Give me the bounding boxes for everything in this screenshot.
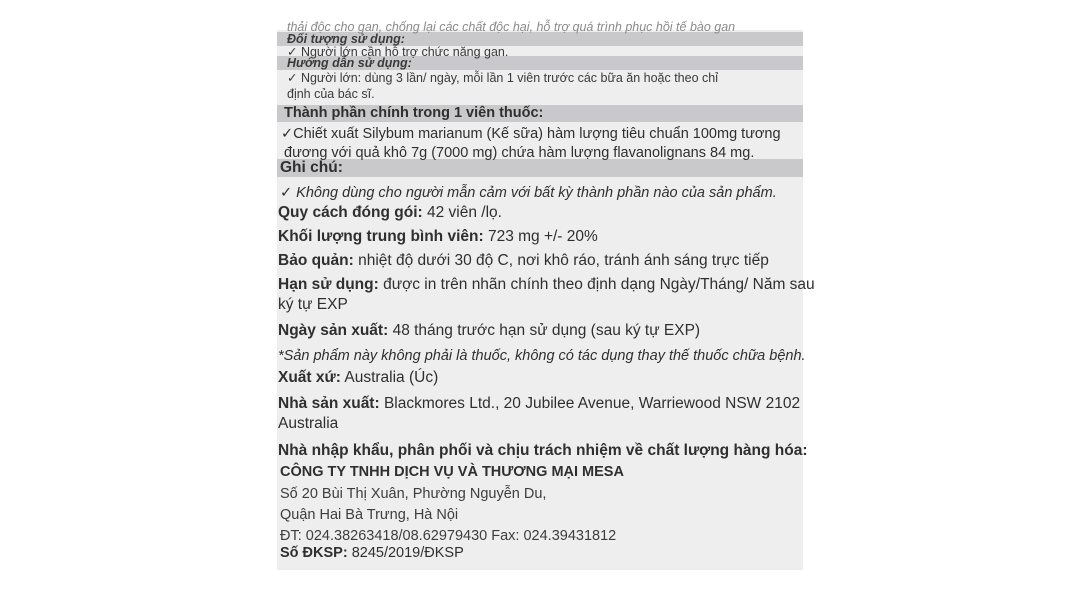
maker-value: Blackmores Ltd., 20 Jubilee Avenue, Warriewood NSW 2102	[379, 395, 801, 412]
company-name: CÔNG TY TNHH DỊCH VỤ VÀ THƯƠNG MẠI MESA	[280, 464, 624, 480]
address-line-1: Số 20 Bùi Thị Xuân, Phường Nguyễn Du,	[280, 486, 547, 502]
disclaimer: *Sản phẩm này không phải là thuốc, không có tác dụng thay thế thuốc chữa bệnh.	[278, 348, 806, 364]
ingredients-line-2: đương với quả khô 7g (7000 mg) chứa hàm lượng flavanolignans 84 mg.	[284, 145, 755, 161]
expiry-value-line-2: ký tự EXP	[278, 296, 348, 313]
usage-heading: Hướng dẫn sử dụng:	[287, 56, 412, 70]
usage-line-2: định của bác sĩ.	[287, 87, 375, 101]
maker-row	[278, 396, 800, 412]
importer-heading: Nhà nhập khẩu, phân phối và chịu trách nhiệm về chất lượng hàng hóa:	[278, 442, 808, 459]
packaging-label: Quy cách đóng gói:	[278, 204, 423, 221]
mfg-label: Ngày sản xuất:	[278, 322, 389, 339]
maker-label: Nhà sản xuất:	[278, 395, 380, 412]
storage-value: nhiệt độ dưới 30 độ C, nơi khô ráo, tránh ánh sáng trực tiếp	[353, 252, 769, 269]
ingredients-heading: Thành phần chính trong 1 viên thuốc:	[284, 105, 544, 121]
product-label	[277, 20, 815, 570]
cropped-top-text: thải độc cho gan, chống lại các chất độc hại, hỗ trợ quá trình phục hồi tế bào gan	[287, 20, 736, 34]
notes-heading: Ghi chú:	[280, 159, 343, 176]
mfg-row	[278, 323, 700, 339]
storage-row	[278, 253, 769, 269]
weight-value: 723 mg +/- 20%	[483, 228, 598, 245]
expiry-label: Hạn sử dụng:	[278, 276, 379, 293]
origin-label: Xuất xứ:	[278, 369, 341, 386]
ingredients-line-1: ✓Chiết xuất Silybum marianum (Kế sữa) hàm lượng tiêu chuẩn 100mg tương	[281, 126, 781, 142]
address-line-2: Quận Hai Bà Trưng, Hà Nội	[280, 507, 459, 523]
target-text: ✓ Người lớn cần hỗ trợ chức năng gan.	[287, 45, 509, 59]
registration-label: Số ĐKSP:	[280, 545, 348, 561]
weight-row	[278, 229, 598, 245]
weight-label: Khối lượng trung bình viên:	[278, 228, 484, 245]
registration-value: 8245/2019/ĐKSP	[347, 545, 464, 561]
maker-value-line-2: Australia	[278, 415, 339, 432]
usage-line-1: ✓ Người lớn: dùng 3 lần/ ngày, mỗi lần 1 viên trước các bữa ăn hoặc theo chỉ	[287, 71, 718, 85]
packaging-value: 42 viên /lọ.	[422, 204, 502, 221]
storage-label: Bảo quản:	[278, 252, 354, 269]
phone-fax: ĐT: 024.38263418/08.62979430 Fax: 024.39431812	[280, 528, 617, 544]
expiry-value: được in trên nhãn chính theo định dạng Ngày/Tháng/ Năm sau	[378, 276, 815, 293]
registration-row	[280, 546, 464, 561]
notes-text: ✓ Không dùng cho người mẫn cảm với bất kỳ thành phần nào của sản phẩm.	[280, 185, 777, 201]
origin-row	[278, 370, 438, 386]
origin-value: Australia (Úc)	[340, 369, 439, 386]
target-heading: Đối tượng sử dụng:	[287, 32, 405, 46]
mfg-value: 48 tháng trước hạn sử dụng (sau ký tự EXP)	[388, 322, 701, 339]
expiry-row	[278, 277, 815, 293]
packaging-row	[278, 205, 502, 221]
heading-bar-notes	[277, 159, 803, 177]
